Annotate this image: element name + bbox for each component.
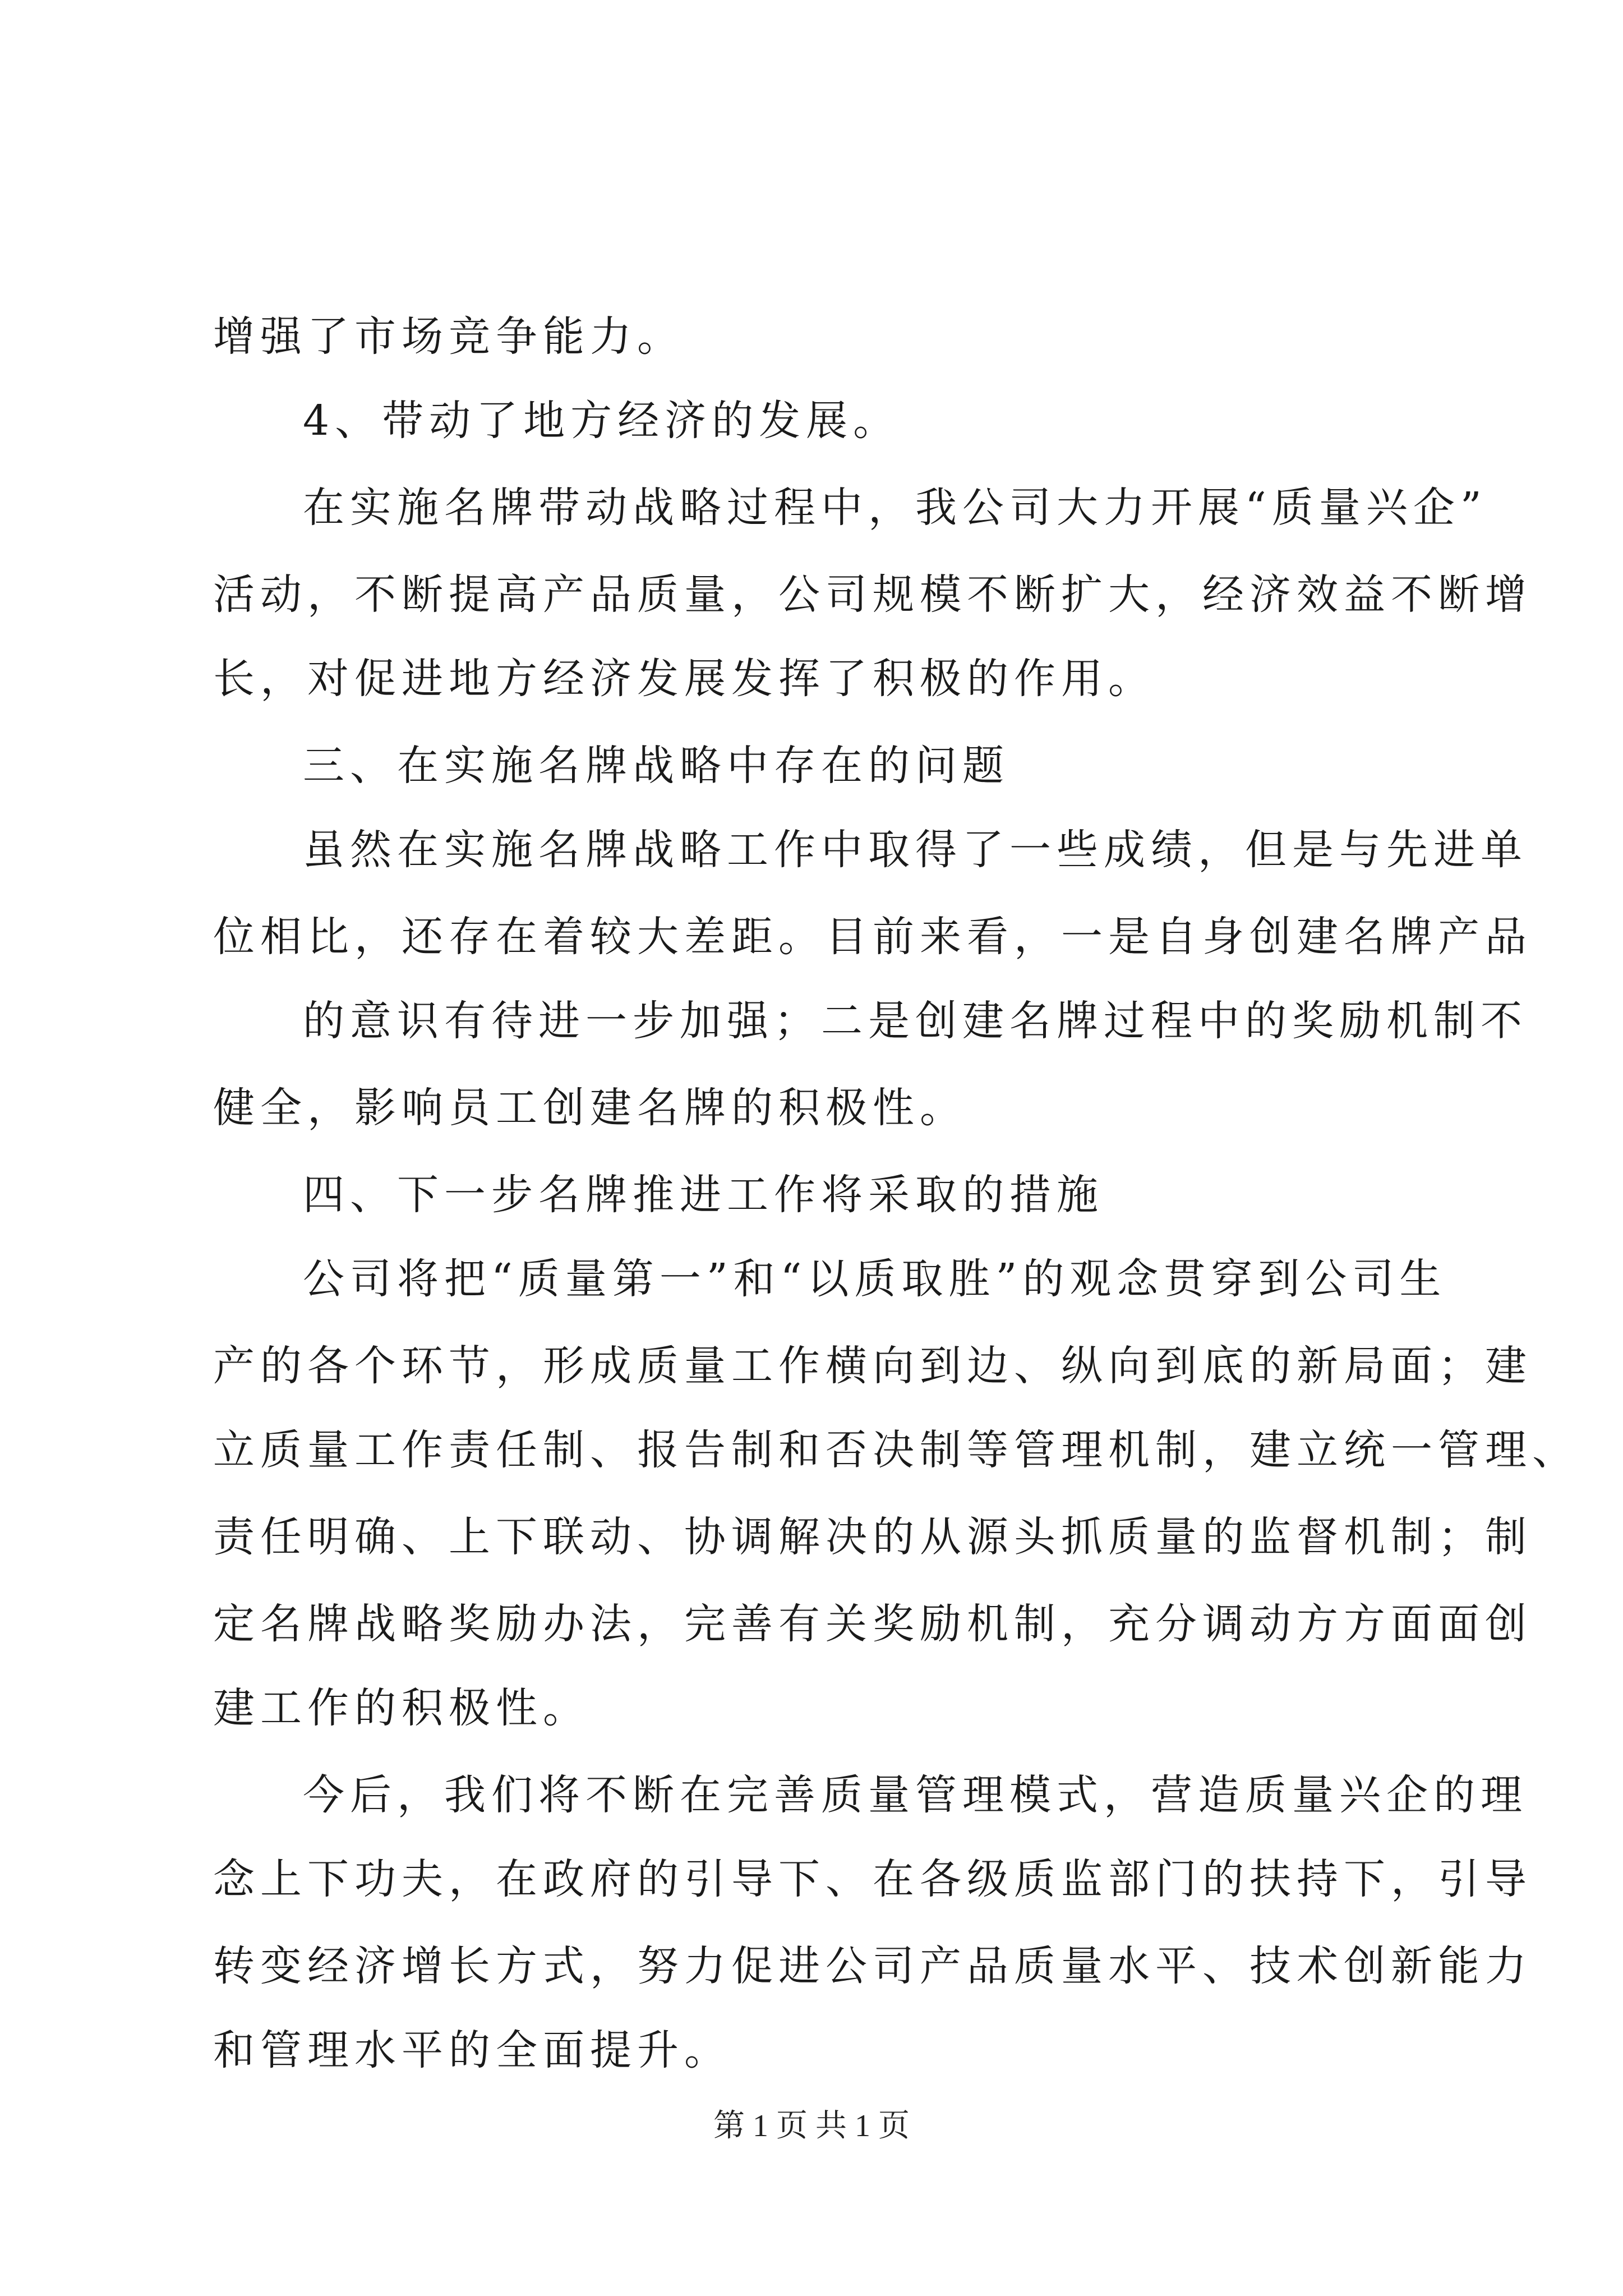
- text-line: 健全，影响员工创建名牌的积极性。: [213, 1084, 967, 1132]
- text-line: 虽然在实施名牌战略工作中取得了一些成绩，但是与先进单: [303, 826, 1528, 874]
- page-number-footer: 第 1 页 共 1 页: [713, 2109, 910, 2143]
- text-line: 活动，不断提高产品质量，公司规模不断扩大，经济效益不断增: [213, 570, 1532, 619]
- text-line: 增强了市场竞争能力。: [213, 312, 684, 361]
- text-line: 和管理水平的全面提升。: [213, 2026, 731, 2074]
- section-heading: 四、下一步名牌推进工作将采取的措施: [303, 1171, 1104, 1219]
- section-heading: 三、在实施名牌战略中存在的问题: [303, 742, 1009, 790]
- text-line: 今后，我们将不断在完善质量管理模式，营造质量兴企的理: [303, 1771, 1528, 1819]
- text-line: 长，对促进地方经济发展发挥了积极的作用。: [213, 655, 1155, 703]
- text-line: 责任明确、上下联动、协调解决的从源头抓质量的监督机制；制: [213, 1513, 1532, 1561]
- text-line: 产的各个环节，形成质量工作横向到边、纵向到底的新局面；建: [213, 1342, 1532, 1390]
- text-line: 公司将把“质量第一”和“以质取胜”的观念贯穿到公司生: [303, 1255, 1447, 1303]
- text-line: 的意识有待进一步加强；二是创建名牌过程中的奖励机制不: [303, 997, 1528, 1045]
- text-line: 位相比，还存在着较大差距。目前来看，一是自身创建名牌产品: [213, 913, 1532, 961]
- text-line: 转变经济增长方式，努力促进公司产品质量水平、技术创新能力: [213, 1942, 1532, 1990]
- text-line: 立质量工作责任制、报告制和否决制等管理机制，建立统一管理、: [213, 1426, 1579, 1474]
- text-line: 4、带动了地方经济的发展。: [303, 397, 901, 445]
- text-line: 念上下功夫，在政府的引导下、在各级质监部门的扶持下，引导: [213, 1855, 1532, 1903]
- text-line: 定名牌战略奖励办法，完善有关奖励机制，充分调动方方面面创: [213, 1600, 1532, 1648]
- text-line: 建工作的积极性。: [213, 1684, 590, 1732]
- text-line: 在实施名牌带动战略过程中，我公司大力开展“质量兴企”: [303, 484, 1487, 532]
